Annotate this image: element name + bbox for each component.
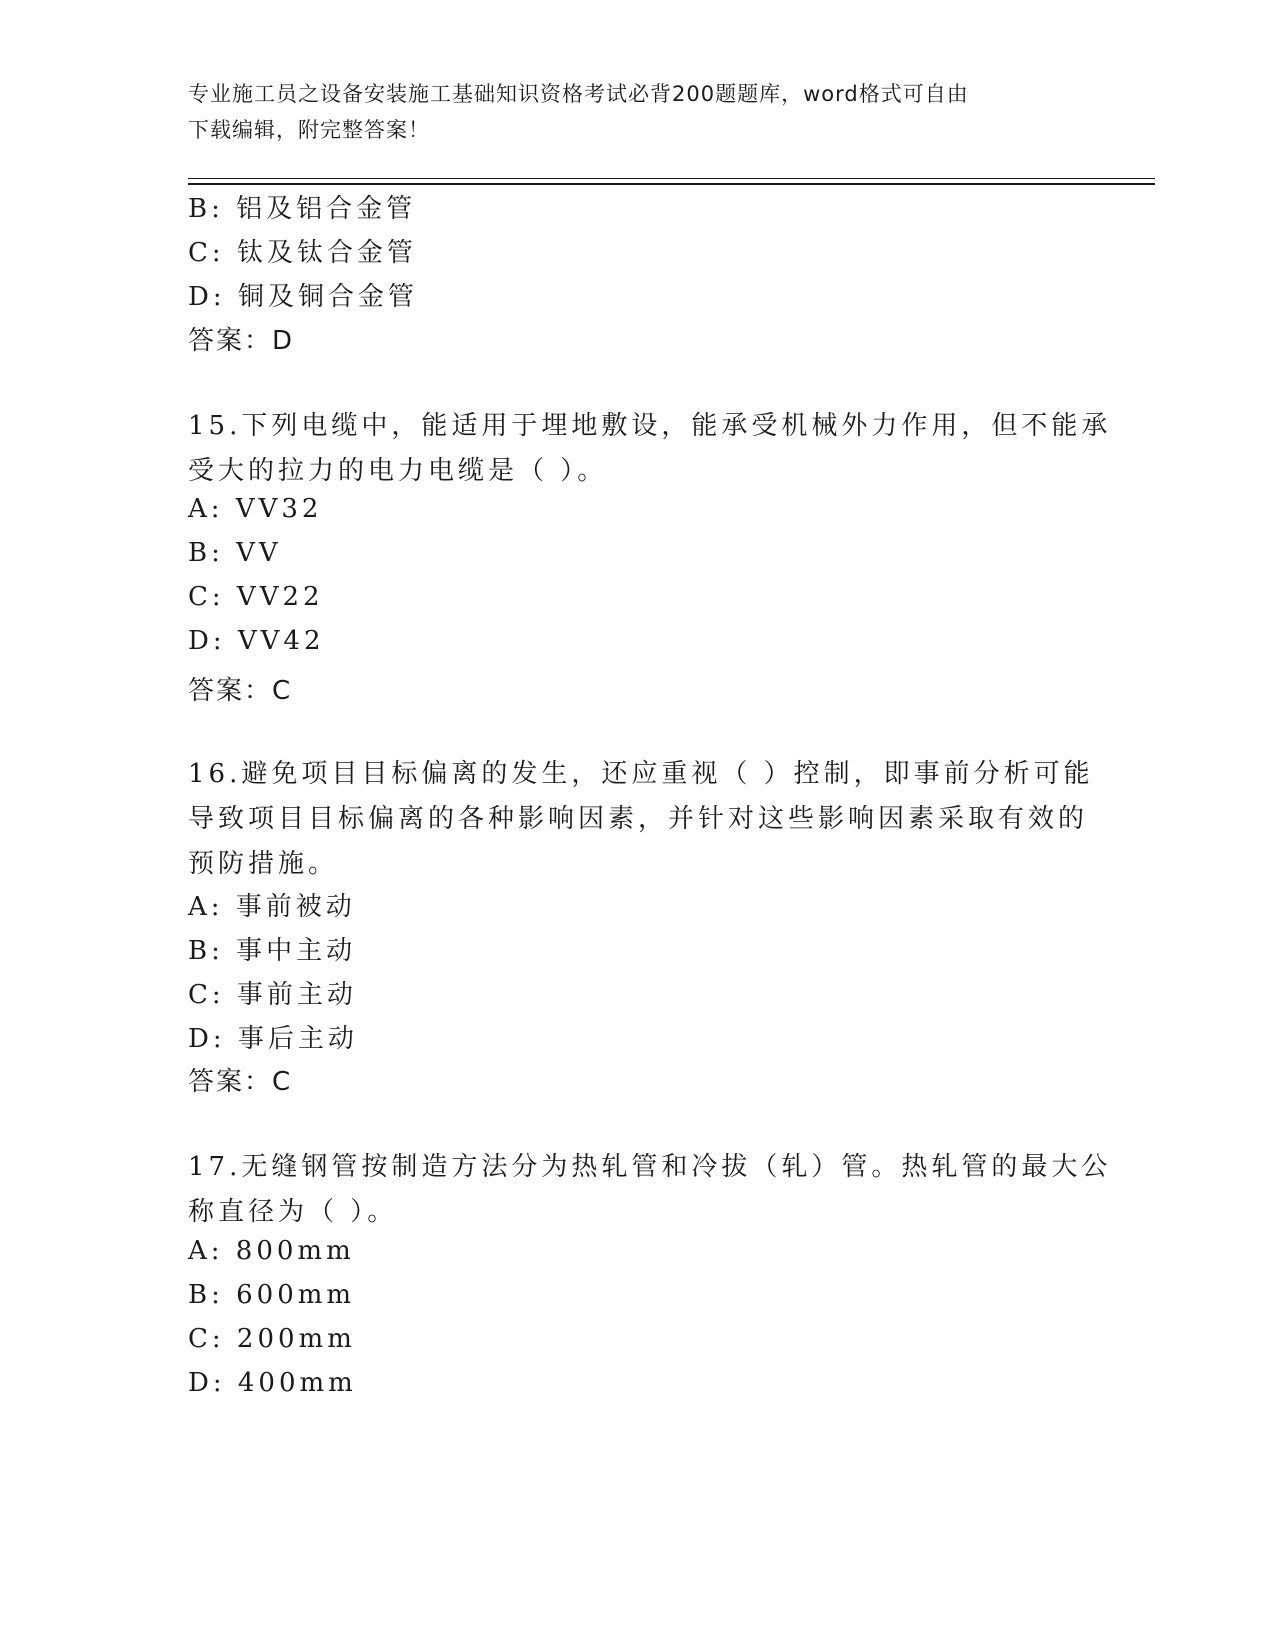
header-note	[188, 76, 1078, 148]
q15-stem	[188, 404, 1112, 494]
q16-option-d: D: 事后主动	[188, 1024, 358, 1054]
q15-stem-line-1: 15.下列电缆中，能适用于埋地敷设，能承受机械外力作用，但不能承	[188, 411, 1112, 441]
q14-option-d: D: 铜及铜合金管	[188, 282, 418, 312]
q14-answer: 答案：D	[188, 326, 295, 356]
q15-option-c: C: VV22	[188, 582, 324, 612]
q16-stem-line-2: 导致项目目标偏离的各种影响因素，并针对这些影响因素采取有效的	[188, 804, 1089, 834]
q17-stem	[188, 1145, 1112, 1235]
header-divider-thin	[188, 178, 1155, 179]
q16-stem	[188, 752, 1094, 887]
header-divider-thick	[188, 183, 1155, 185]
q14-option-b: B: 铝及铝合金管	[188, 194, 417, 224]
q16-option-c: C: 事前主动	[188, 980, 357, 1010]
q16-option-b: B: 事中主动	[188, 936, 357, 966]
q16-option-a: A: 事前被动	[188, 892, 356, 922]
q17-option-c: C: 200mm	[188, 1324, 356, 1354]
q15-option-d: D: VV42	[188, 626, 325, 656]
q15-answer: 答案：C	[188, 676, 293, 706]
q17-option-a: A: 800mm	[188, 1236, 355, 1266]
q17-option-b: B: 600mm	[188, 1280, 356, 1310]
header-line-1: 专业施工员之设备安装施工基础知识资格考试必背200题题库，word格式可自由	[188, 82, 969, 106]
header-line-2: 下载编辑，附完整答案！	[188, 118, 430, 142]
q15-stem-line-2: 受大的拉力的电力电缆是（ ）。	[188, 456, 608, 486]
q14-option-c: C: 钛及钛合金管	[188, 238, 417, 268]
q17-option-d: D: 400mm	[188, 1368, 357, 1398]
q15-option-a: A: VV32	[188, 494, 323, 524]
q17-stem-line-1: 17.无缝钢管按制造方法分为热轧管和冷拔（轧）管。热轧管的最大公	[188, 1152, 1112, 1182]
q16-answer: 答案：C	[188, 1067, 293, 1097]
q15-option-b: B: VV	[188, 538, 282, 568]
q17-stem-line-2: 称直径为（ ）。	[188, 1197, 398, 1227]
q16-stem-line-1: 16.避免项目目标偏离的发生，还应重视（ ）控制，即事前分析可能	[188, 759, 1094, 789]
q16-stem-line-3: 预防措施。	[188, 849, 339, 879]
